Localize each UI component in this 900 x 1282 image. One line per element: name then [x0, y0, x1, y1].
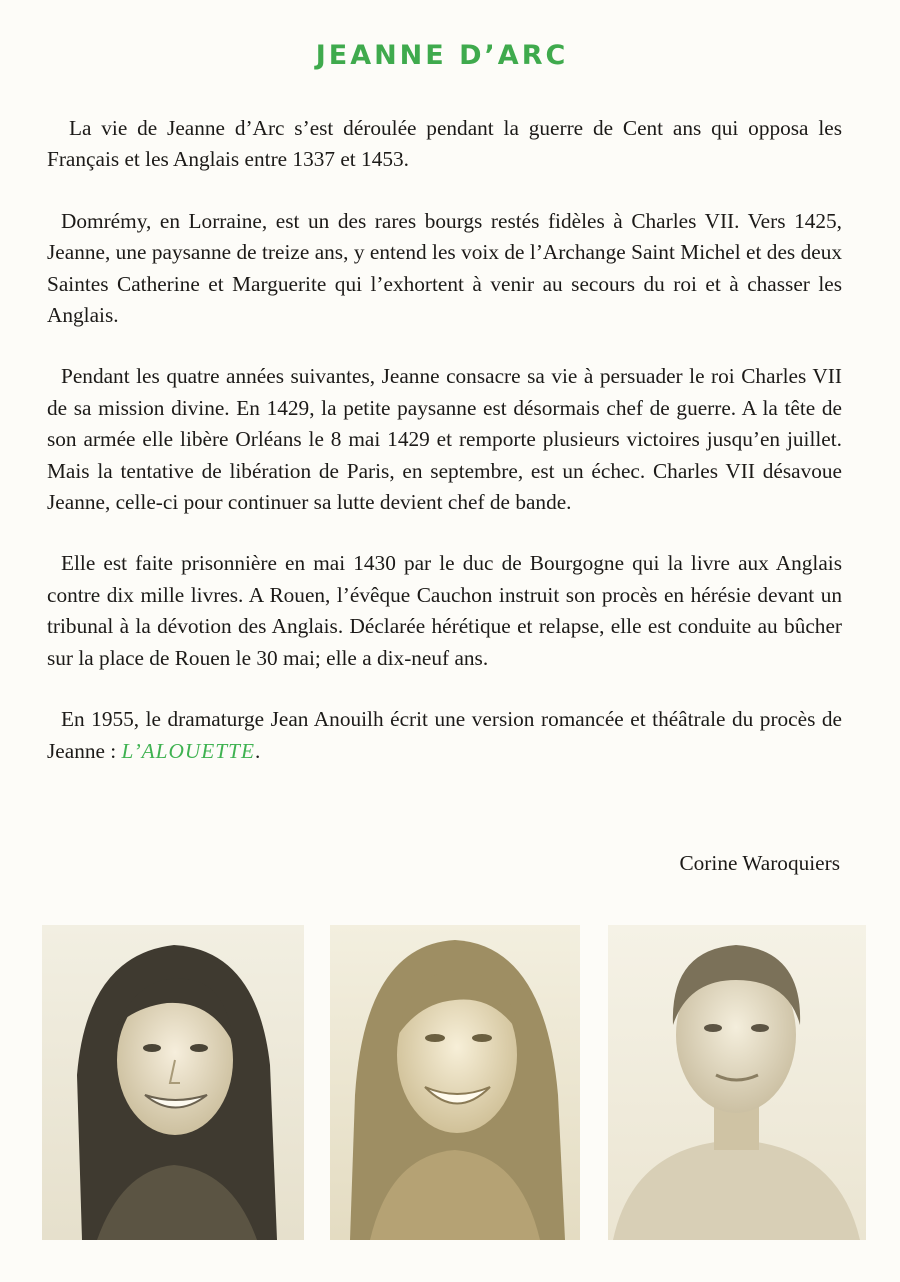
article-body	[47, 113, 842, 797]
play-title: L’ALOUETTE	[121, 738, 255, 763]
paragraph-domremy: Domrémy, en Lorraine, est un des rares bourgs restés fidèles à Charles VII. Vers 1425, Jeanne, une paysanne de treize ans, y entend les voix de l’Archange Saint Michel et des deux Saintes Catherine et Marguerite qui l’exhortent à venir au secours du roi et à chasser les Anglais.	[47, 208, 842, 328]
author-signature: Corine Waroquiers	[679, 851, 840, 875]
paragraph-anouilh	[47, 704, 842, 767]
page-title: JEANNE D’ARC	[315, 40, 569, 71]
paragraph-campaign: Pendant les quatre années suivantes, Jeanne consacre sa vie à persuader le roi Charles VII de sa mission divine. En 1429, la petite paysanne est désormais chef de guerre. A la tête de son armée elle libère Orléans le 8 mai 1429 et remporte plusieurs victoires jusqu’en juillet. Mais la tentative de libération de Paris, en septembre, est un échec. Charles VII désavoue Jeanne, celle-ci pour continuer sa lutte devient chef de bande.	[47, 364, 842, 515]
portrait-photo-center	[330, 925, 580, 1240]
paragraph-trial: Elle est faite prisonnière en mai 1430 par le duc de Bourgogne qui la livre aux Anglais contre dix mille livres. A Rouen, l’évêque Cauchon instruit son procès en hérésie devant un tribunal à la dévotion des Anglais. Déclarée hérétique et relapse, elle est conduite au bûcher sur la place de Rouen le 30 mai; elle a dix-neuf ans.	[47, 551, 842, 670]
portrait-photo-left	[42, 925, 304, 1240]
paragraph-anouilh-ending: .	[254, 738, 261, 763]
paragraph-anouilh-text: En 1955, le dramaturge Jean Anouilh écrit une version romancée et théâtrale du procès de Jeanne :	[47, 707, 842, 763]
portrait-photo-right	[608, 925, 866, 1240]
paragraph-intro: La vie de Jeanne d’Arc s’est déroulée pendant la guerre de Cent ans qui opposa les Français et les Anglais entre 1337 et 1453.	[47, 116, 842, 172]
